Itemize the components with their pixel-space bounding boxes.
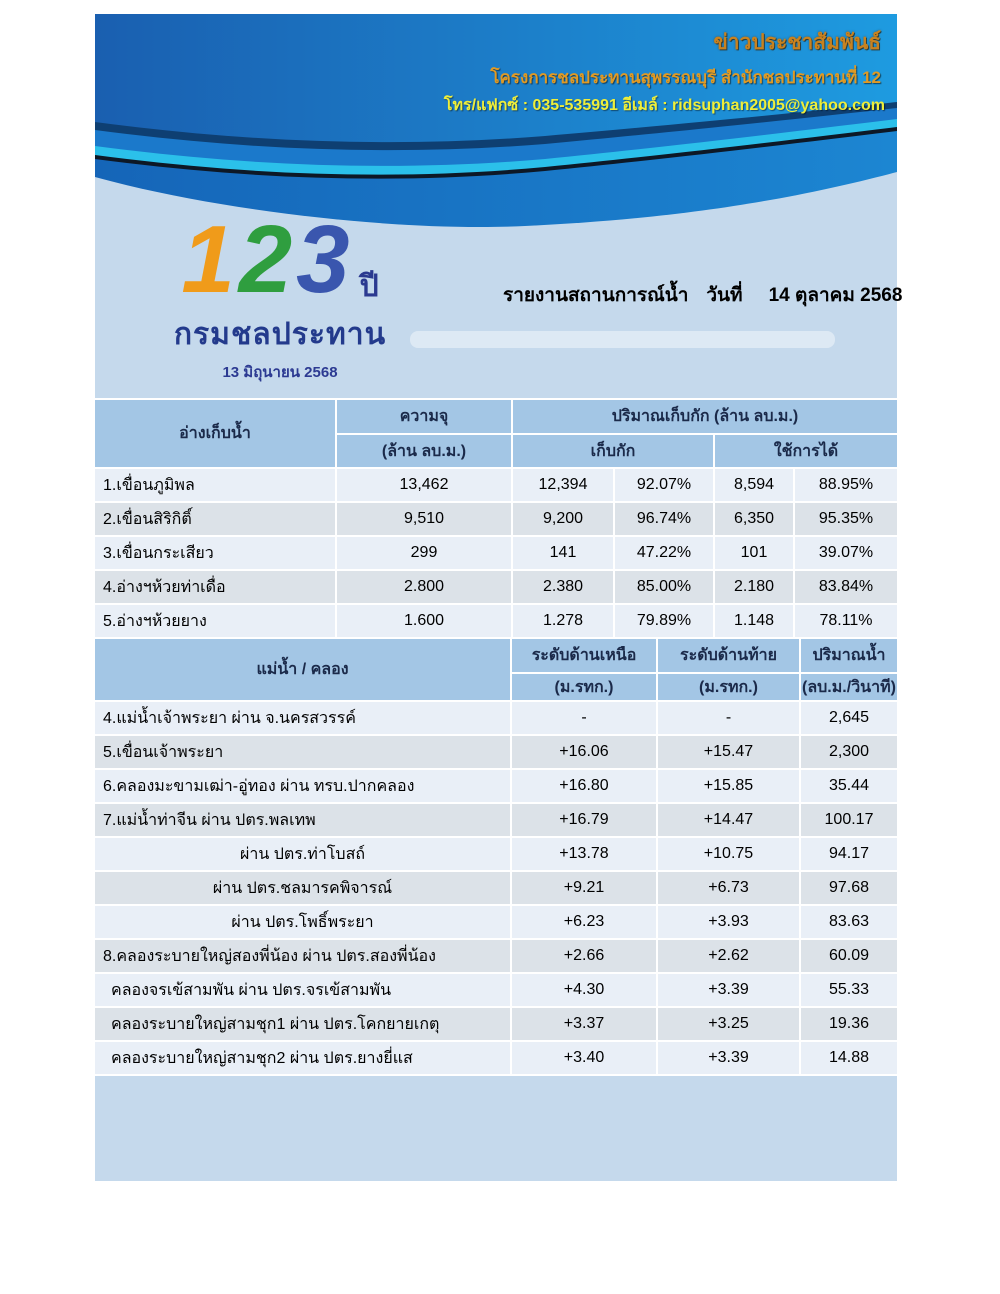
downstream-level: +6.73 — [658, 872, 799, 904]
usable-percent: 78.11% — [795, 605, 897, 637]
downstream-level: - — [658, 702, 799, 734]
org-line: โครงการชลประทานสุพรรณบุรี สำนักชลประทานที่ 12 — [490, 68, 881, 87]
river-name: ผ่าน ปตร.โพธิ์พระยา — [95, 906, 510, 938]
report-title-text: รายงานสถานการณ์น้ำ — [503, 285, 689, 306]
downstream-level: +15.47 — [658, 736, 799, 768]
flow-value: 100.17 — [801, 804, 897, 836]
reservoir-name: 2.เขื่อนสิริกิติ์ — [95, 503, 335, 535]
flow-value: 55.33 — [801, 974, 897, 1006]
table-row — [95, 940, 897, 972]
reservoir-name: 4.อ่างฯห้วยท่าเดื่อ — [95, 571, 335, 603]
river-name: คลองจรเข้สามพัน ผ่าน ปตร.จรเข้สามพัน — [95, 974, 510, 1006]
reservoir-table — [95, 398, 897, 637]
river-table-header — [95, 639, 897, 700]
upstream-level: +3.37 — [512, 1008, 656, 1040]
flow-value: 94.17 — [801, 838, 897, 870]
header-river: แม่น้ำ / คลอง — [95, 639, 510, 700]
header-banner — [95, 14, 897, 230]
content-panel — [95, 14, 903, 1181]
usable-value: 101 — [715, 537, 793, 569]
stored-value: 12,394 — [513, 469, 613, 501]
report-title — [503, 280, 902, 310]
river-table — [95, 637, 897, 1076]
stored-percent: 92.07% — [615, 469, 713, 501]
news-badge: ข่าวประชาสัมพันธ์ — [713, 31, 881, 54]
table-row — [95, 804, 897, 836]
downstream-level: +2.62 — [658, 940, 799, 972]
flow-value: 35.44 — [801, 770, 897, 802]
usable-percent: 39.07% — [795, 537, 897, 569]
upstream-level: +6.23 — [512, 906, 656, 938]
upstream-level: +13.78 — [512, 838, 656, 870]
upstream-level: +2.66 — [512, 940, 656, 972]
flow-value: 60.09 — [801, 940, 897, 972]
table-row — [95, 906, 897, 938]
downstream-level: +15.85 — [658, 770, 799, 802]
river-name: 8.คลองระบายใหญ่สองพี่น้อง ผ่าน ปตร.สองพี่น้อง — [95, 940, 510, 972]
capacity-value: 1.600 — [337, 605, 511, 637]
river-name: คลองระบายใหญ่สามชุก2 ผ่าน ปตร.ยางยี่แส — [95, 1042, 510, 1074]
usable-percent: 88.95% — [795, 469, 897, 501]
highlight-bar — [410, 331, 835, 348]
table-row — [95, 469, 897, 501]
reservoir-name: 1.เขื่อนภูมิพล — [95, 469, 335, 501]
stored-percent: 47.22% — [615, 537, 713, 569]
header-flow: ปริมาณน้ำ — [801, 639, 897, 672]
reservoir-table-header — [95, 400, 897, 467]
usable-percent: 95.35% — [795, 503, 897, 535]
upstream-level: - — [512, 702, 656, 734]
river-name: 6.คลองมะขามเฒ่า-อู่ทอง ผ่าน ทรบ.ปากคลอง — [95, 770, 510, 802]
downstream-level: +3.39 — [658, 1042, 799, 1074]
table-row — [95, 571, 897, 603]
upstream-level: +4.30 — [512, 974, 656, 1006]
upstream-level: +9.21 — [512, 872, 656, 904]
table-row — [95, 736, 897, 768]
header-downstream: ระดับด้านท้าย — [658, 639, 799, 672]
header-usable: ใช้การได้ — [715, 435, 897, 467]
report-date-value: 14 ตุลาคม 2568 — [768, 285, 903, 306]
usable-value: 2.180 — [715, 571, 793, 603]
river-name: 4.แม่น้ำเจ้าพระยา ผ่าน จ.นครสวรรค์ — [95, 702, 510, 734]
downstream-level: +14.47 — [658, 804, 799, 836]
header-flow-unit: (ลบ.ม./วินาที) — [801, 674, 897, 700]
flow-value: 83.63 — [801, 906, 897, 938]
header-storage-group: ปริมาณเก็บกัก (ล้าน ลบ.ม.) — [513, 400, 897, 433]
river-name: ผ่าน ปตร.ชลมารคพิจารณ์ — [95, 872, 510, 904]
capacity-value: 9,510 — [337, 503, 511, 535]
header-capacity-unit: (ล้าน ลบ.ม.) — [337, 435, 511, 467]
table-row — [95, 770, 897, 802]
river-name: ผ่าน ปตร.ท่าโบสถ์ — [95, 838, 510, 870]
table-row — [95, 872, 897, 904]
header-downstream-unit: (ม.รทก.) — [658, 674, 799, 700]
upstream-level: +16.80 — [512, 770, 656, 802]
flow-value: 2,645 — [801, 702, 897, 734]
stored-value: 1.278 — [513, 605, 613, 637]
upstream-level: +3.40 — [512, 1042, 656, 1074]
table-row — [95, 537, 897, 569]
header-upstream: ระดับด้านเหนือ — [512, 639, 656, 672]
upstream-level: +16.79 — [512, 804, 656, 836]
flow-value: 97.68 — [801, 872, 897, 904]
flow-value: 2,300 — [801, 736, 897, 768]
upstream-level: +16.06 — [512, 736, 656, 768]
logo-digit-2: 2 — [238, 206, 297, 313]
table-row — [95, 1008, 897, 1040]
table-row — [95, 503, 897, 535]
table-row — [95, 974, 897, 1006]
stored-percent: 79.89% — [615, 605, 713, 637]
reservoir-name: 3.เขื่อนกระเสียว — [95, 537, 335, 569]
usable-percent: 83.84% — [795, 571, 897, 603]
downstream-level: +3.25 — [658, 1008, 799, 1040]
reservoir-name: 5.อ่างฯห้วยยาง — [95, 605, 335, 637]
stored-percent: 85.00% — [615, 571, 713, 603]
table-row — [95, 1042, 897, 1074]
stored-value: 2.380 — [513, 571, 613, 603]
downstream-level: +3.39 — [658, 974, 799, 1006]
contact-line: โทร/แฟกซ์ : 035-535991 อีเมล์ : ridsuphan2005@yahoo.com — [443, 97, 885, 114]
logo-digit-3: 3 — [296, 206, 354, 313]
usable-value: 8,594 — [715, 469, 793, 501]
stored-value: 141 — [513, 537, 613, 569]
flow-value: 19.36 — [801, 1008, 897, 1040]
stored-value: 9,200 — [513, 503, 613, 535]
logo-digits — [140, 206, 420, 313]
downstream-level: +10.75 — [658, 838, 799, 870]
report-date-label: วันที่ — [706, 285, 743, 306]
logo-digit-1: 1 — [181, 206, 239, 313]
river-name: 7.แม่น้ำท่าจีน ผ่าน ปตร.พลเทพ — [95, 804, 510, 836]
header-stored: เก็บกัก — [513, 435, 713, 467]
logo-department-name: กรมชลประทาน — [173, 318, 387, 352]
river-name: คลองระบายใหญ่สามชุก1 ผ่าน ปตร.โคกยายเกตุ — [95, 1008, 510, 1040]
header-capacity: ความจุ — [337, 400, 511, 433]
table-row — [95, 605, 897, 637]
table-row — [95, 702, 897, 734]
logo-year-suffix: ปี — [359, 269, 379, 303]
usable-value: 6,350 — [715, 503, 793, 535]
flow-value: 14.88 — [801, 1042, 897, 1074]
usable-value: 1.148 — [715, 605, 793, 637]
downstream-level: +3.93 — [658, 906, 799, 938]
header-reservoir: อ่างเก็บน้ำ — [95, 400, 335, 467]
river-name: 5.เขื่อนเจ้าพระยา — [95, 736, 510, 768]
header-upstream-unit: (ม.รทก.) — [512, 674, 656, 700]
stored-percent: 96.74% — [615, 503, 713, 535]
capacity-value: 2.800 — [337, 571, 511, 603]
rid-123-logo — [140, 206, 420, 384]
table-row — [95, 838, 897, 870]
capacity-value: 299 — [337, 537, 511, 569]
capacity-value: 13,462 — [337, 469, 511, 501]
logo-anniversary-date: 13 มิถุนายน 2568 — [222, 364, 338, 382]
